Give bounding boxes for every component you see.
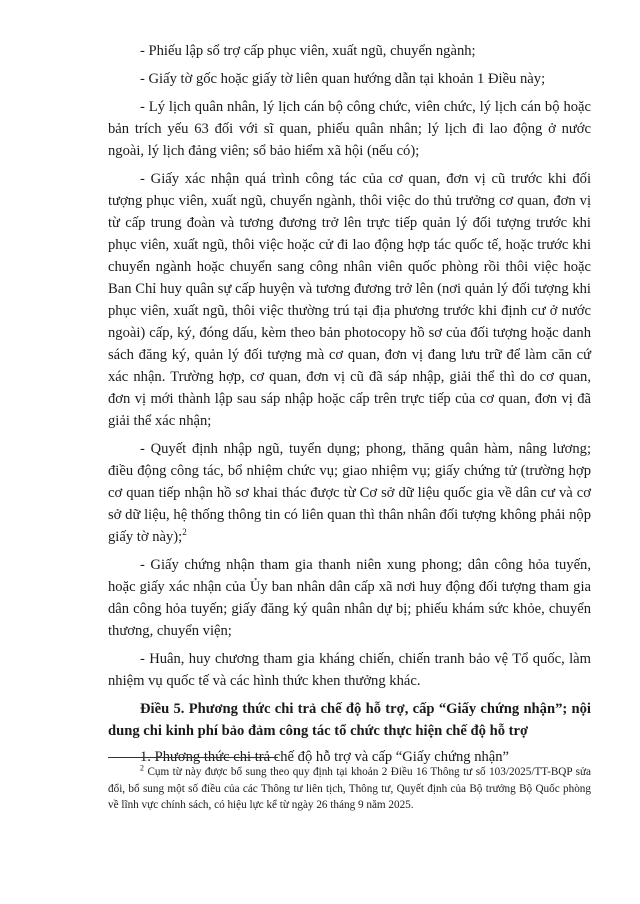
paragraph-original-papers: - Giấy tờ gốc hoặc giấy tờ liên quan hướng dẫn tại khoản 1 Điều này; [140,71,546,87]
paragraph-work-confirmation: - Giấy xác nhận quá trình công tác của cơ quan, đơn vị cũ trước khi đối tượng phục viên, xuất ngũ, chuyển ngành, thôi việc do thủ trưởng cơ quan, đơn vị từ cấp trung đoàn và tương đương trở lên trực tiếp quản lý đối tượng trước khi phục viên, xuất ngũ, thôi việc hoặc cử đi lao động hợp tác quốc tế, hoặc trước khi chuyển ngành hoặc chuyển sang công nhân viên quốc phòng rồi thôi việc hoặc Ban Chỉ huy quân sự cấp huyện và tương đương trở lên (nơi quản lý đối tượng khi phục viên, xuất ngũ, thôi việc thường trú tại địa phương trước khi định cư ở nước ngoài) cấp, ký, đóng dấu, kèm theo bản photocopy hồ sơ của đối tượng hoặc danh sách đăng ký, quản lý đối tượng mà cơ quan, đơn vị đang lưu trữ để làm căn cứ xác nhận. Trường hợp, cơ quan, đơn vị cũ đã sáp nhập, giải thể thì do cơ quan, đơn vị mới thành lập sau sáp nhập hoặc cấp trên trực tiếp của cơ quan, đơn vị đã giải thể xác nhận; [108,171,591,429]
paragraph-decisions [108,438,591,548]
footnote-text: Cụm từ này được bổ sung theo quy định tại khoản 2 Điều 16 Thông tư số 103/2025/TT-BQP sửa đổi, bổ sung một số điều của các Thông tư liên tịch, Thông tư, Quyết định của Bộ trưởng Bộ Quốc phòng về lĩnh vực chính sách, có hiệu lực kể từ ngày 26 tháng 9 năm 2025. [108,766,591,811]
footnote-separator [108,757,278,758]
paragraph-subsidy-form: - Phiếu lập sổ trợ cấp phục viên, xuất ngũ, chuyển ngành; [140,43,476,59]
clause-1: 1. Phương thức chi trả chế độ hỗ trợ và cấp “Giấy chứng nhận” [140,749,510,765]
footnote-number: 2 [140,763,144,773]
paragraph-medals: - Huân, huy chương tham gia kháng chiến, chiến tranh bảo vệ Tổ quốc, làm nhiệm vụ quốc tế và các hình thức khen thưởng khác. [108,651,591,689]
article-5-heading: Điều 5. Phương thức chi trả chế độ hỗ trợ, cấp “Giấy chứng nhận”; nội dung chi kinh phí bảo đảm công tác tổ chức thực hiện chế độ hỗ trợ [108,701,591,739]
footnote [108,764,591,814]
paragraph-decisions-text: - Quyết định nhập ngũ, tuyển dụng; phong, thăng quân hàm, nâng lương; điều động công tác, bổ nhiệm chức vụ; giao nhiệm vụ; giấy chứng tử (trường hợp cơ quan tiếp nhận hồ sơ khai thác được từ Cơ sở dữ liệu quốc gia về dân cư và cơ sở dữ liệu, hệ thống thông tin có liên quan thì thân nhân đối tượng không phải nộp giấy tờ này); [108,441,591,545]
paragraph-youth-volunteer: - Giấy chứng nhận tham gia thanh niên xung phong; dân công hỏa tuyến, hoặc giấy xác nhận của Ủy ban nhân dân cấp xã nơi huy động đối tượng tham gia dân công hỏa tuyến; giấy đăng ký quân nhân dự bị; phiếu khám sức khỏe, chuyển thương, chuyển viện; [108,557,591,639]
paragraph-resume: - Lý lịch quân nhân, lý lịch cán bộ công chức, viên chức, lý lịch cán bộ hoặc bản trích yếu 63 đối với sĩ quan, phiếu quân nhân; lý lịch đi lao động ở nước ngoài, lý lịch đảng viên; sổ bảo hiểm xã hội (nếu có); [108,99,591,159]
footnote-reference: 2 [182,527,187,538]
document-body [108,40,591,774]
